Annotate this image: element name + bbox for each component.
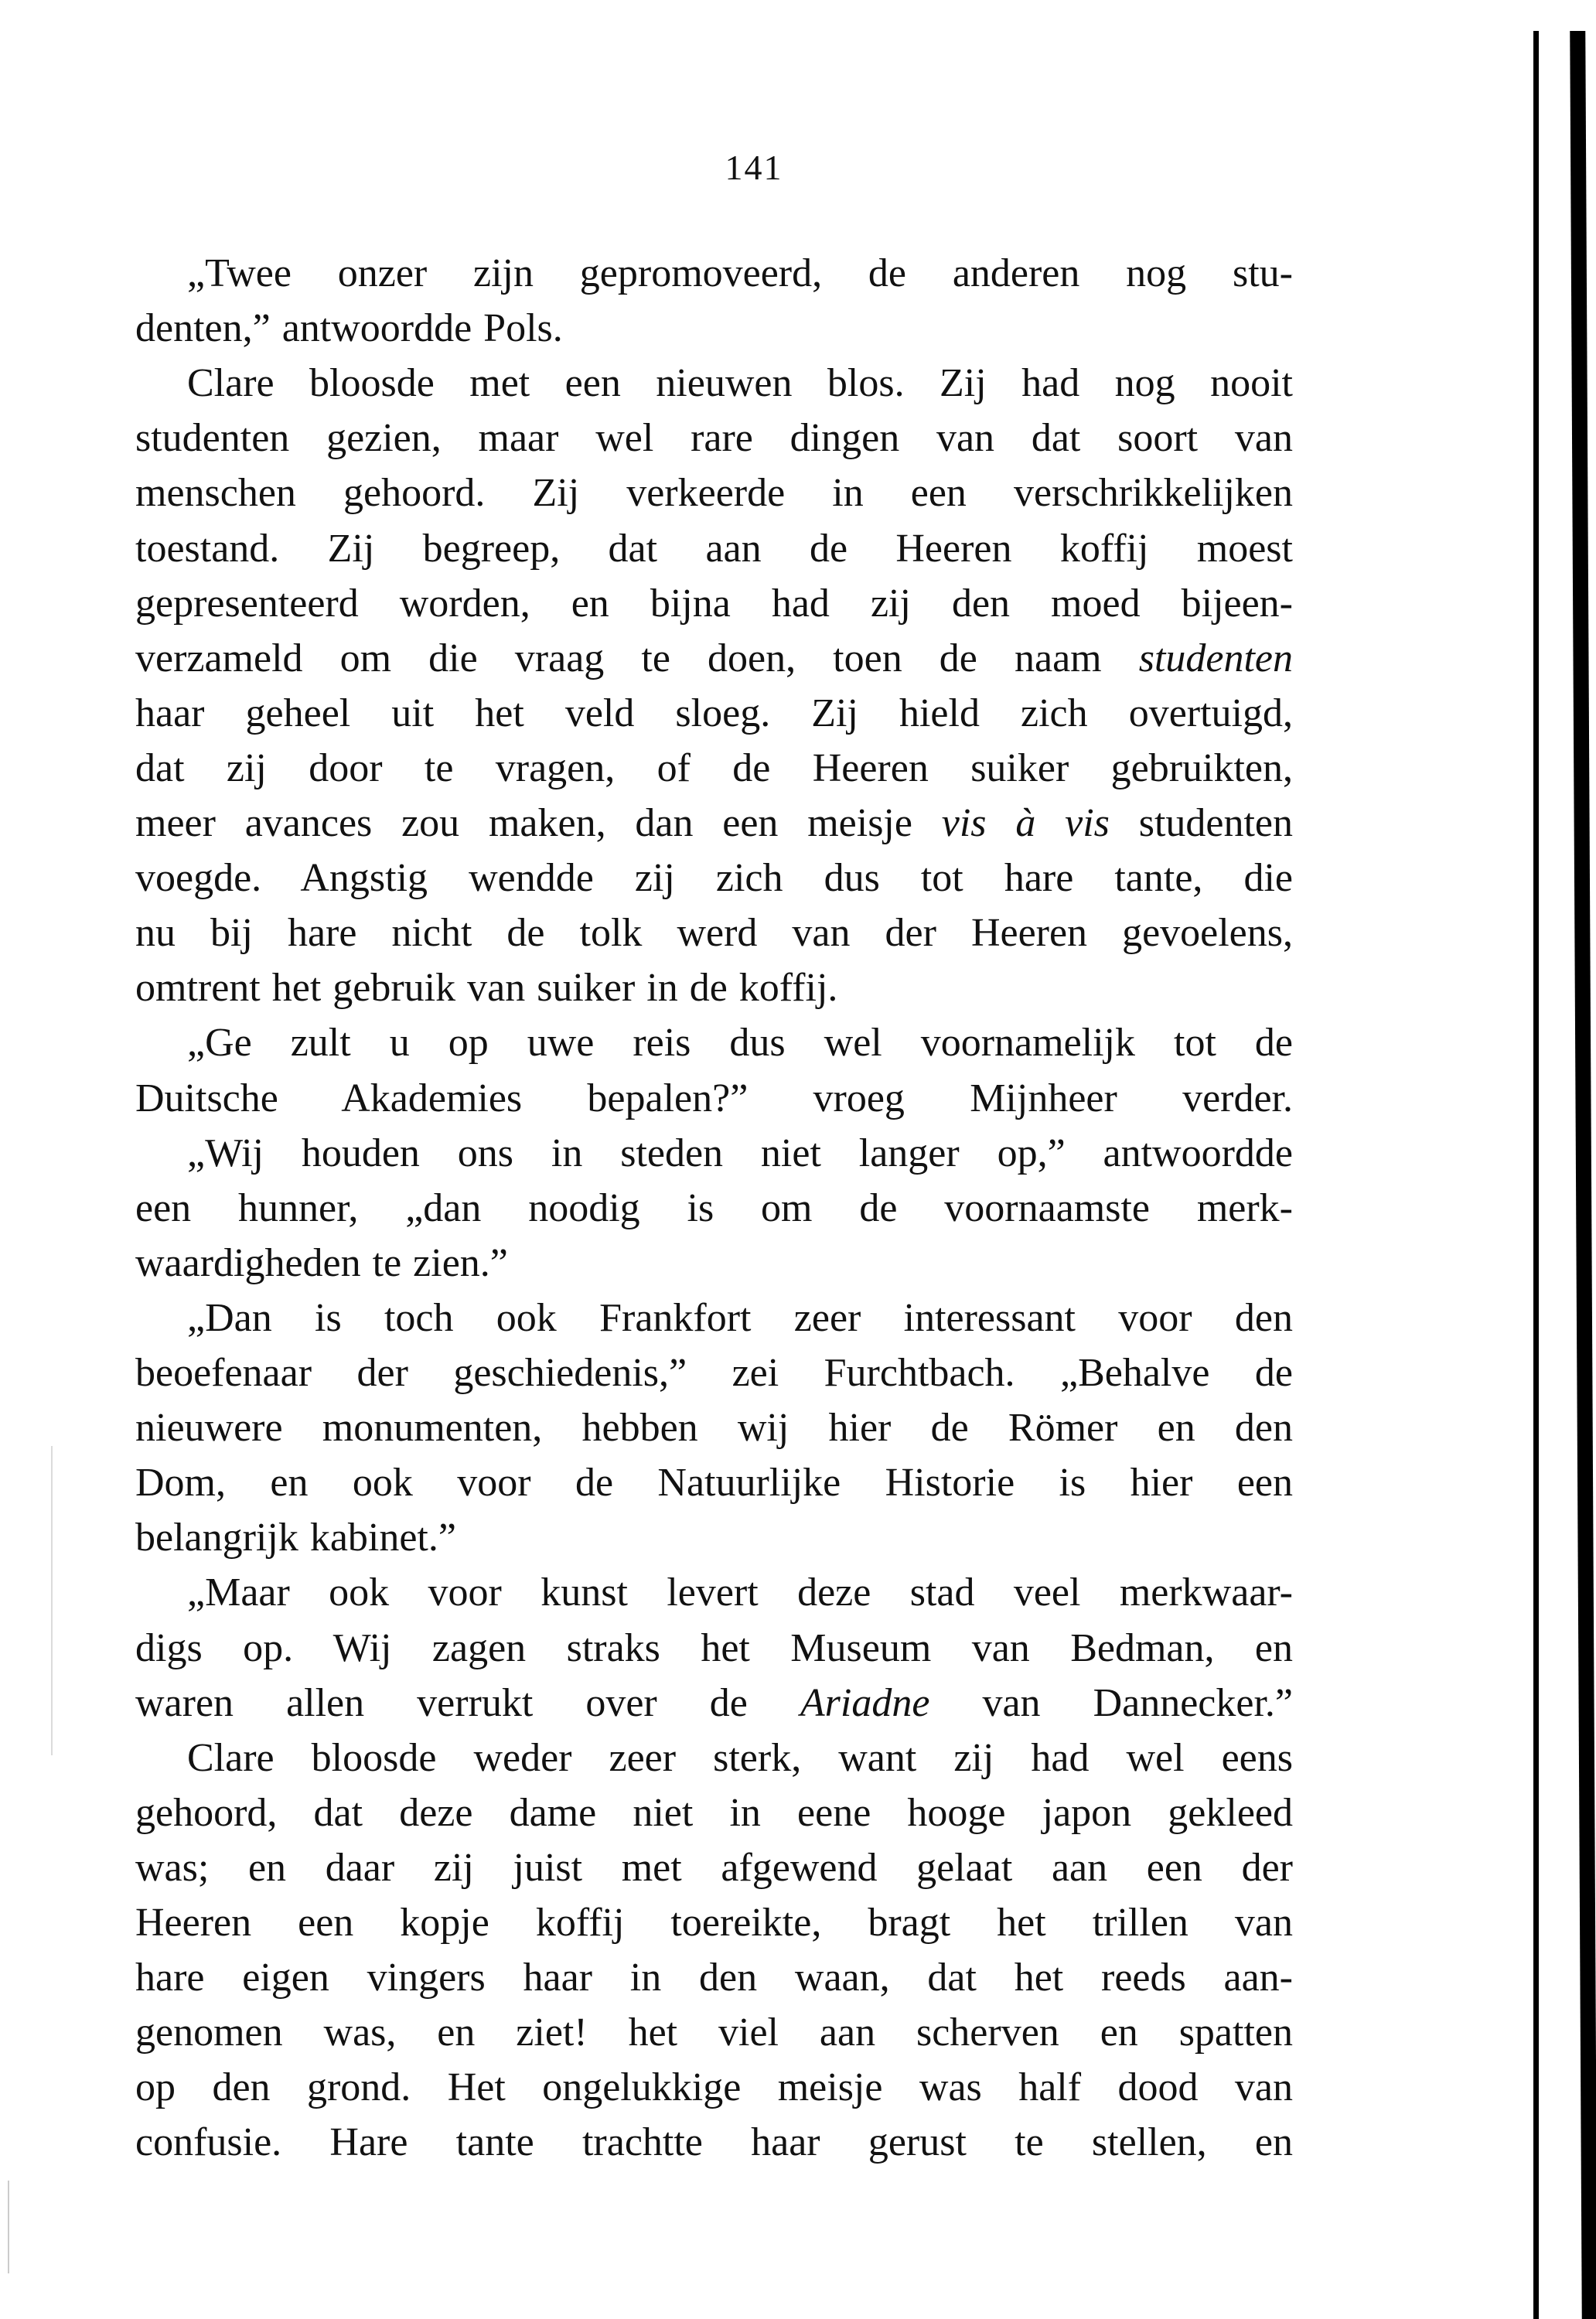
line-text: „Wij houden ons in steden niet langer op,” antwoordde: [187, 1131, 1293, 1175]
text-line: [187, 1565, 1293, 1620]
line-text: waardigheden te zien.”: [135, 1240, 508, 1285]
line-text: Heeren een kopje koffij toereikte, bragt het trillen van: [135, 1901, 1293, 1945]
line-text: „Ge zult u op uwe reis dus wel voornamelijk tot de: [187, 1021, 1293, 1066]
italic-text: Ariadne: [800, 1680, 930, 1725]
line-text: gepresenteerd worden, en bijna had zij den moed bijeen-: [135, 581, 1293, 626]
line-text: omtrent het gebruik van suiker in de koffij.: [135, 966, 838, 1011]
text-line: [135, 960, 1293, 1015]
text-line: [135, 631, 1293, 686]
text-line: [135, 576, 1293, 631]
line-text: van Dannecker.”: [929, 1680, 1293, 1725]
text-line: [187, 1015, 1293, 1070]
text-line: [135, 1455, 1293, 1510]
text-line: [187, 246, 1293, 301]
text-line: [135, 1400, 1293, 1455]
line-text: digs op. Wij zagen straks het Museum van Bedman, en: [135, 1625, 1293, 1670]
text-line: [135, 521, 1293, 576]
italic-text: studenten: [1138, 636, 1293, 680]
text-line: [187, 356, 1293, 411]
text-line: [135, 1676, 1293, 1731]
line-text: Clare bloosde met een nieuwen blos. Zij had nog nooit: [187, 361, 1293, 406]
line-text: op den grond. Het ongelukkige meisje was half dood van: [135, 2065, 1293, 2110]
text-line: [135, 301, 1293, 356]
line-text: haar geheel uit het veld sloeg. Zij hield zich overtuigd,: [135, 691, 1293, 735]
text-line: [135, 2005, 1293, 2060]
line-text: beoefenaar der geschiedenis,” zei Furchtbach. „Behalve de: [135, 1351, 1293, 1395]
line-text: was; en daar zij juist met afgewend gelaat aan een der: [135, 1845, 1293, 1890]
text-line: [135, 1950, 1293, 2005]
margin-mark: [51, 1446, 53, 1755]
text-line: [135, 905, 1293, 960]
line-text: voegde. Angstig wendde zij zich dus tot hare tante, die: [135, 856, 1293, 901]
line-text: „Twee onzer zijn gepromoveerd, de anderen nog stu-: [187, 251, 1293, 295]
line-text: denten,” antwoordde Pols.: [135, 306, 563, 351]
line-text: Duitsche Akademies bepalen?” vroeg Mijnheer verder.: [135, 1076, 1293, 1120]
text-line: [187, 1291, 1293, 1345]
text-line: [135, 1181, 1293, 1236]
line-text: verzameld om die vraag te doen, toen de naam: [135, 636, 1139, 680]
line-text: nu bij hare nicht de tolk werd van der Heeren gevoelens,: [135, 911, 1293, 956]
line-text: Dom, en ook voor de Natuurlijke Historie is hier een: [135, 1461, 1293, 1506]
line-text: waren allen verrukt over de: [135, 1680, 800, 1725]
line-text: Clare bloosde weder zeer sterk, want zij had wel eens: [187, 1735, 1293, 1780]
line-text: nieuwere monumenten, hebben wij hier de Römer en den: [135, 1406, 1293, 1451]
text-line: [135, 1510, 1293, 1565]
line-text: dat zij door te vragen, of de Heeren suiker gebruikten,: [135, 745, 1293, 790]
line-text: toestand. Zij begreep, dat aan de Heeren koffij moest: [135, 526, 1293, 571]
italic-text: vis à vis: [941, 801, 1110, 845]
text-line: [135, 1345, 1293, 1400]
text-line: [135, 411, 1293, 466]
text-line: [135, 2115, 1293, 2170]
line-text: een hunner, „dan noodig is om de voornaamste merk-: [135, 1185, 1293, 1230]
line-text: studenten: [1109, 801, 1293, 845]
text-line: [135, 1785, 1293, 1840]
text-line: [135, 1236, 1293, 1291]
text-line: [135, 1071, 1293, 1126]
line-text: belangrijk kabinet.”: [135, 1516, 456, 1560]
text-line: [135, 466, 1293, 520]
text-line: [135, 851, 1293, 905]
page-number: 141: [725, 148, 783, 187]
text-line: [135, 1895, 1293, 1950]
line-text: confusie. Hare tante trachtte haar gerust te stellen, en: [135, 2120, 1293, 2165]
text-line: [135, 741, 1293, 796]
binding-edge-thick: [1570, 31, 1596, 2319]
margin-mark: [8, 2181, 9, 2273]
text-line: [187, 1731, 1293, 1785]
line-text: meer avances zou maken, dan een meisje: [135, 801, 942, 845]
text-line: [187, 1126, 1293, 1181]
text-line: [135, 686, 1293, 741]
line-text: genomen was, en ziet! het viel aan scherven en spatten: [135, 2010, 1293, 2055]
line-text: „Dan is toch ook Frankfort zeer interessant voor den: [187, 1295, 1293, 1340]
line-text: hare eigen vingers haar in den waan, dat het reeds aan-: [135, 1956, 1293, 2000]
line-text: menschen gehoord. Zij verkeerde in een verschrikkelijken: [135, 471, 1293, 516]
line-text: „Maar ook voor kunst levert deze stad veel merkwaar-: [187, 1570, 1293, 1615]
line-text: studenten gezien, maar wel rare dingen van dat soort van: [135, 416, 1293, 461]
text-line: [135, 1840, 1293, 1895]
text-line: [135, 1621, 1293, 1676]
binding-edge-thin: [1533, 31, 1539, 2319]
text-line: [135, 796, 1293, 851]
line-text: gehoord, dat deze dame niet in eene hooge japon gekleed: [135, 1790, 1293, 1835]
text-line: [135, 2060, 1293, 2115]
